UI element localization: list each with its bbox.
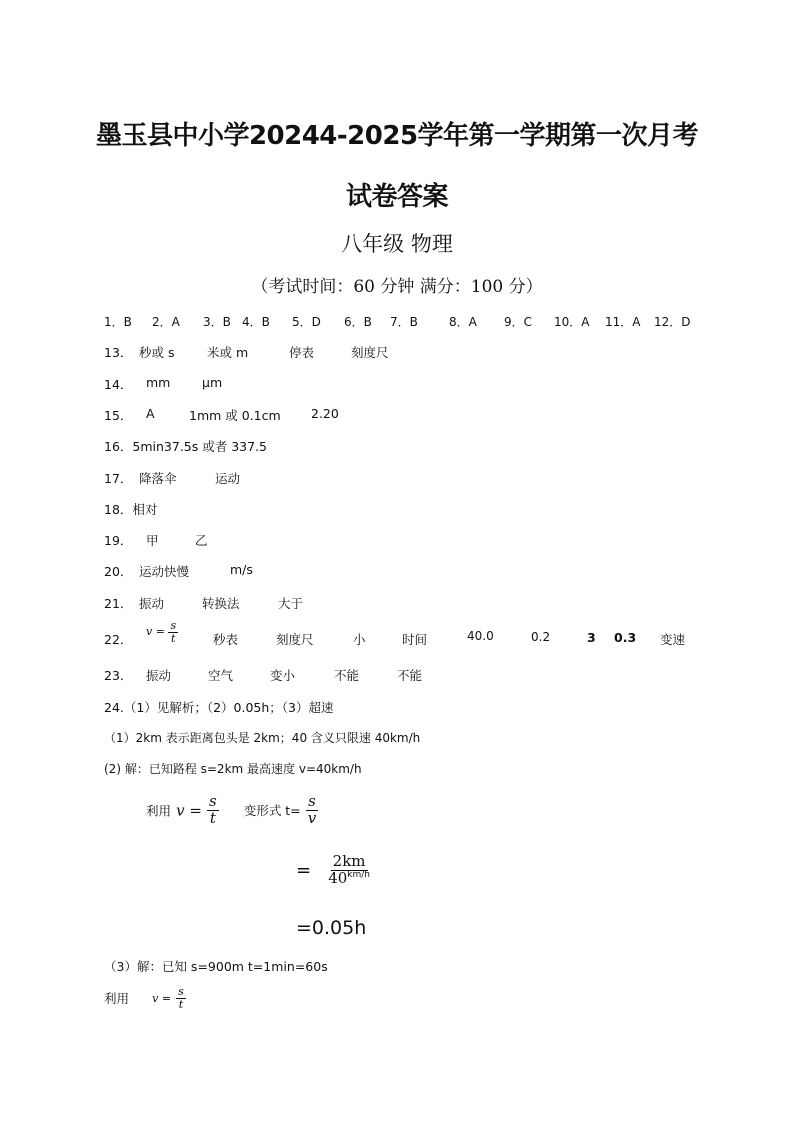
q13-answer-3: 停表 — [289, 345, 315, 360]
q21-number: 21． — [104, 596, 133, 611]
document-title-line2: 试卷答案 — [345, 182, 448, 212]
mc-answer-11: 11．A — [605, 315, 641, 329]
q15-answer-1: A — [146, 406, 155, 421]
q14-answer-1: mm — [146, 375, 171, 390]
q22-answer-9: 变速 — [660, 632, 686, 647]
q22-answer-3: 小 — [353, 632, 366, 647]
q15-number: 15． — [104, 408, 133, 423]
q22-formula-numerator: s — [170, 619, 177, 632]
exam-info: （考试时间：60 分钟 满分：100 分） — [251, 277, 543, 297]
q24-summary: 24.（1）见解析；（2）0.05h；（3）超速 — [104, 700, 334, 715]
q24-calc-denominator-unit: km/h — [347, 869, 370, 880]
q22-formula-denominator: t — [171, 631, 176, 645]
q24-calculation — [296, 854, 372, 896]
q23-answer-3: 变小 — [270, 668, 296, 683]
q19-answer-1: 甲 — [146, 533, 159, 548]
q22-answer-1: 秒表 — [213, 632, 239, 647]
q24-part2-intro: (2) 解：已知路程 s=2km 最高速度 v=40km/h — [104, 762, 362, 776]
q22-row — [0, 620, 794, 654]
q15-answer-2: 1mm 或 0.1cm — [189, 408, 281, 423]
q22-number: 22． — [104, 632, 133, 647]
mc-answer-10: 10．A — [554, 315, 590, 329]
subject-heading: 八年级 物理 — [341, 232, 453, 256]
mc-answer-2: 2．A — [152, 315, 180, 329]
q24-use-formula-numerator: s — [209, 792, 217, 810]
q23-number: 23． — [104, 668, 133, 683]
q24-part1: （1）2km 表示距离包头是 2km；40 含义只限速 40km/h — [104, 731, 421, 745]
mc-answer-1: 1．B — [104, 315, 132, 329]
q13-answer-2: 米或 m — [207, 345, 249, 360]
q19-number: 19． — [104, 533, 133, 548]
q17-number: 17． — [104, 471, 133, 486]
q20-number: 20． — [104, 564, 133, 579]
q23-answer-5: 不能 — [397, 668, 423, 683]
q22-answer-4: 时间 — [402, 632, 428, 647]
q24-transform-label: 变形式 t= — [243, 803, 301, 819]
q24-use-label: 利用 — [146, 803, 172, 819]
mc-answer-12: 12．D — [654, 315, 691, 329]
q23-answer-1: 振动 — [146, 668, 172, 683]
mc-answer-3: 3．B — [203, 315, 231, 329]
q24-use-formula-denominator: t — [209, 808, 216, 827]
q17-answer-1: 降落伞 — [139, 471, 177, 486]
q21-answer-2: 转换法 — [202, 596, 240, 611]
q24-use-formula-lhs: v = — [176, 801, 202, 820]
q24-transform-denominator: v — [307, 808, 317, 827]
mc-answer-6: 6．B — [344, 315, 372, 329]
mc-answer-4: 4．B — [242, 315, 270, 329]
q24-part3-formula-line — [104, 986, 186, 1020]
q15-answer-3: 2.20 — [311, 406, 339, 421]
q24-calc-equals: = — [296, 859, 312, 881]
q20-answer-2: m/s — [230, 562, 253, 577]
q24-use-formula-line — [146, 794, 318, 838]
q22-answer-6: 0.2 — [531, 630, 551, 644]
mc-answers-row — [0, 313, 794, 331]
q24-part3-formula-numerator: s — [178, 985, 184, 998]
q14-answer-2: μm — [202, 375, 223, 390]
q22-speed-formula — [146, 620, 178, 644]
q22-answer-2: 刻度尺 — [276, 632, 314, 647]
q16-answer: 16．5min37.5s 或者 337.5 — [104, 439, 268, 454]
mc-answer-8: 8．A — [449, 315, 477, 329]
mc-answer-5: 5．D — [292, 315, 321, 329]
q22-formula-lhs: v = — [146, 625, 165, 639]
q24-transform-numerator: s — [308, 792, 316, 810]
q21-answer-1: 振动 — [139, 596, 165, 611]
q23-answer-4: 不能 — [334, 668, 360, 683]
q19-answer-2: 乙 — [195, 533, 208, 548]
q24-part3-use-label: 利用 — [104, 991, 130, 1007]
q22-answer-5: 40.0 — [467, 629, 494, 643]
q13-number: 13． — [104, 345, 133, 360]
q23-answer-2: 空气 — [208, 668, 234, 683]
q21-answer-3: 大于 — [278, 596, 304, 611]
q18-answer: 18．相对 — [104, 502, 158, 517]
q22-answer-8: 0.3 — [614, 630, 637, 645]
q24-result: =0.05h — [296, 917, 367, 939]
q24-calc-numerator: 2km — [332, 852, 366, 870]
q22-answer-7: 3 — [587, 630, 596, 645]
q24-part3-intro: （3）解：已知 s=900m t=1min=60s — [104, 959, 328, 974]
document-title-line1: 墨玉县中小学20244-2025学年第一学期第一次月考 — [95, 121, 699, 151]
q13-answer-4: 刻度尺 — [351, 345, 389, 360]
q24-part3-formula-lhs: v = — [152, 991, 172, 1005]
q17-answer-2: 运动 — [215, 471, 241, 486]
mc-answer-9: 9．C — [504, 315, 533, 329]
q24-part3-formula-denominator: t — [178, 997, 184, 1011]
q13-answer-1: 秒或 s — [139, 345, 175, 360]
mc-answer-7: 7．B — [390, 315, 418, 329]
q14-number: 14． — [104, 377, 133, 392]
q20-answer-1: 运动快慢 — [139, 564, 190, 579]
q24-calc-denominator: 40 — [328, 868, 348, 887]
